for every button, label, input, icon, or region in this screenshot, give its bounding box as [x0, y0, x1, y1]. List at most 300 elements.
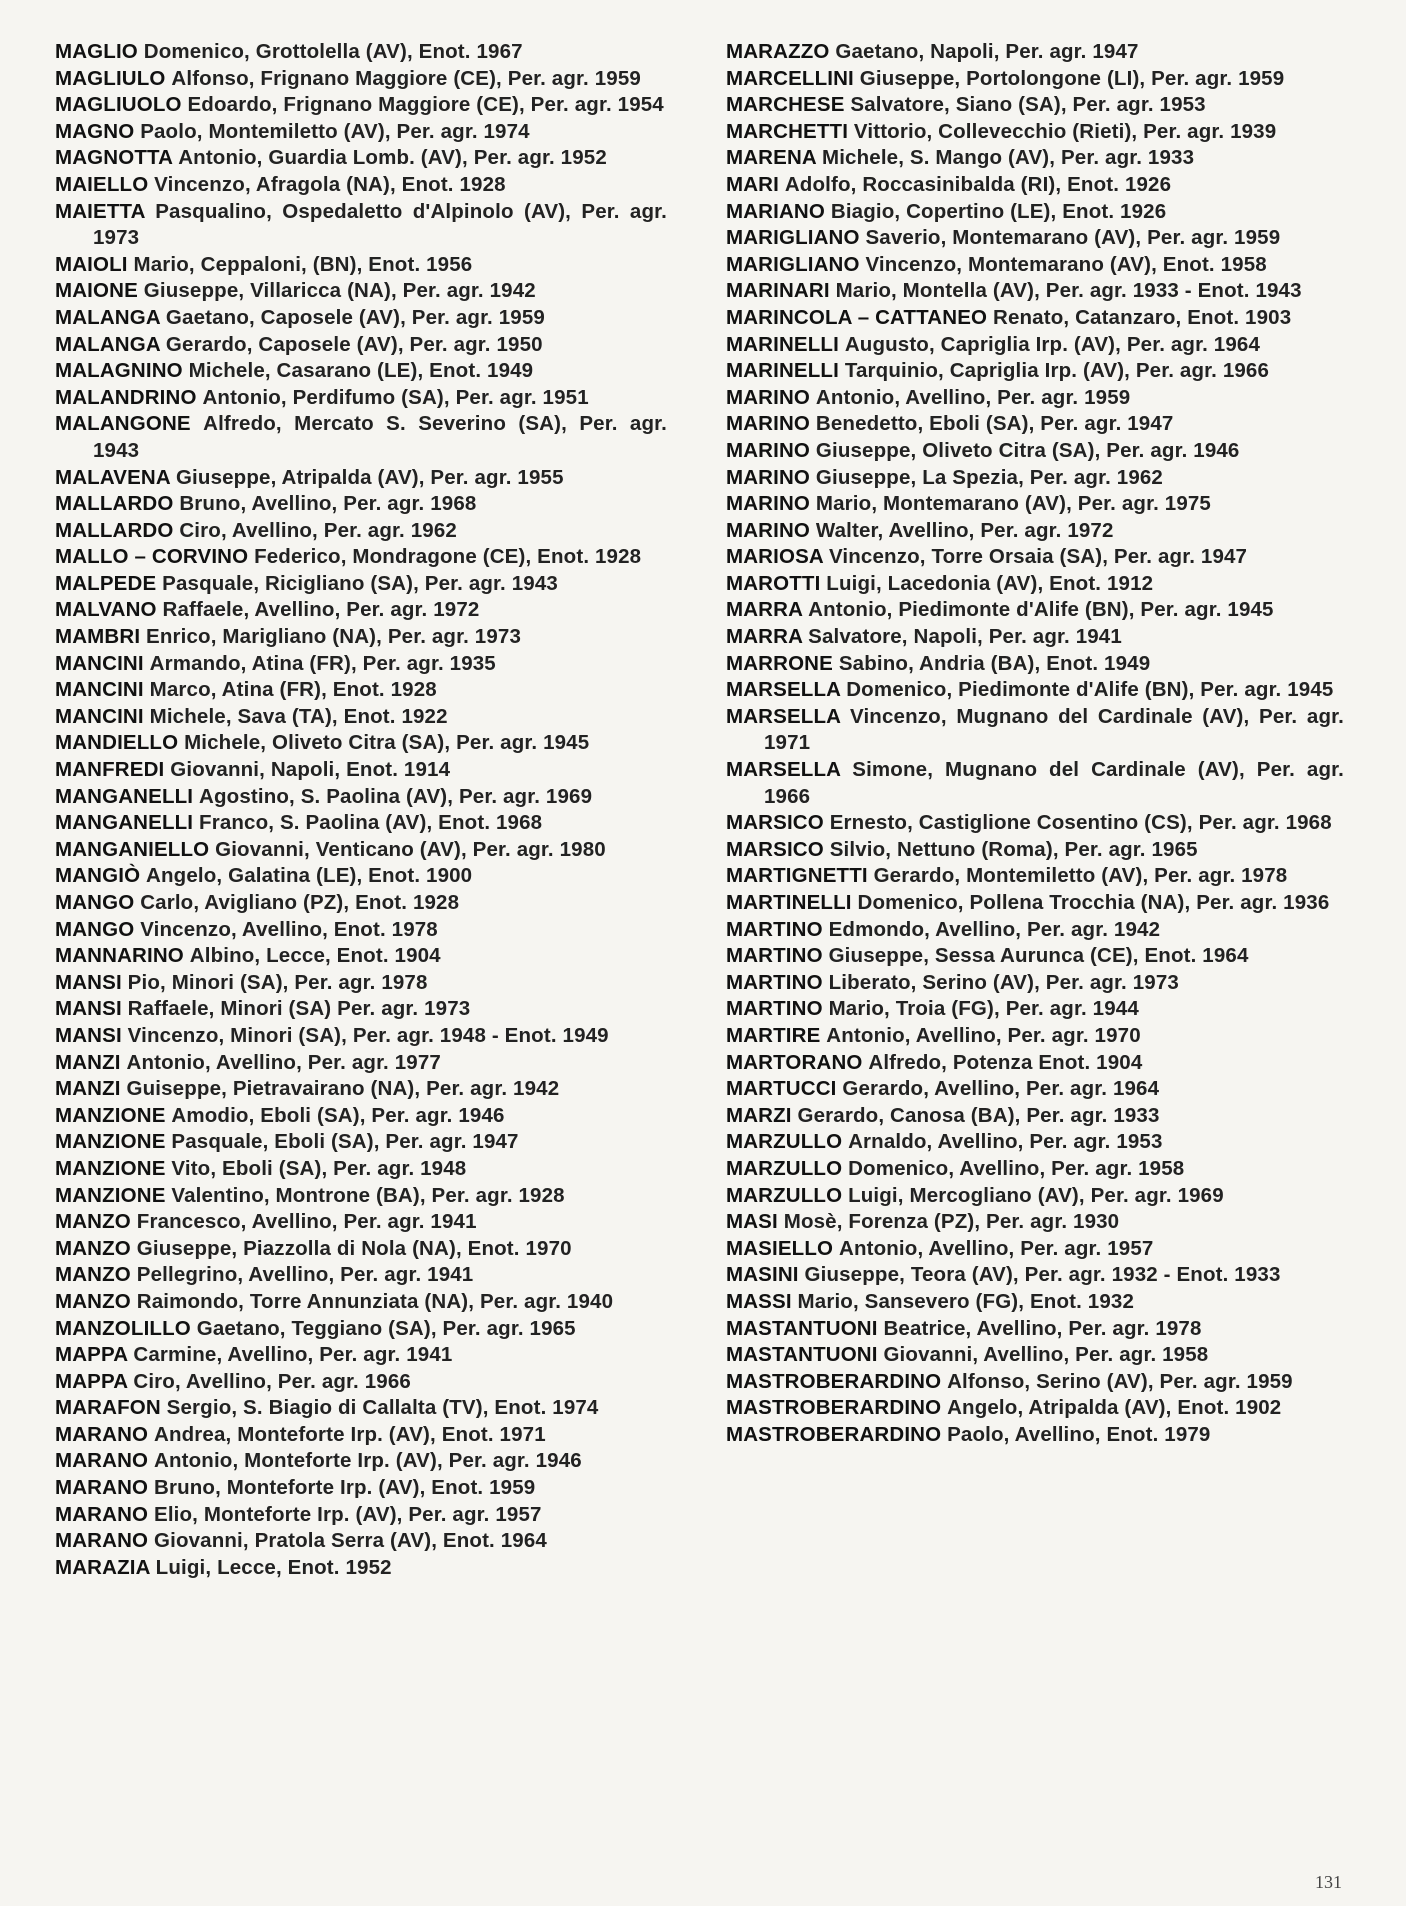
list-item: [55, 651, 667, 678]
entry-surname: MARRA: [726, 625, 803, 649]
list-item: [55, 1475, 667, 1502]
entry-surname: MANZIONE: [55, 1156, 166, 1180]
entry-surname: MAIELLO: [55, 172, 149, 196]
list-item: [726, 1422, 1344, 1449]
list-item: [55, 1103, 667, 1130]
list-item: [55, 970, 667, 997]
entry-surname: MANSI: [55, 997, 122, 1021]
entry-details: Angelo, Atripalda (AV), Enot. 1902: [947, 1396, 1282, 1420]
list-item: [726, 597, 1344, 624]
entry-surname: MAGLIULO: [55, 66, 166, 90]
entry-details: Alfonso, Frignano Maggiore (CE), Per. agr. 1959: [171, 66, 641, 90]
entry-details: Mario, Sansevero (FG), Enot. 1932: [797, 1289, 1135, 1313]
list-item: [726, 1183, 1344, 1210]
entry-details: Edoardo, Frignano Maggiore (CE), Per. agr. 1954: [187, 93, 664, 117]
list-item: [55, 677, 667, 704]
entry-details: Bruno, Monteforte Irp. (AV), Enot. 1959: [154, 1476, 536, 1500]
list-item: [55, 411, 667, 464]
list-item: [726, 651, 1344, 678]
list-item: [726, 1342, 1344, 1369]
entry-details: Giovanni, Venticano (AV), Per. agr. 1980: [215, 837, 606, 861]
entry-surname: MANGANELLI: [55, 784, 194, 808]
list-item: [726, 465, 1344, 492]
list-item: [726, 970, 1344, 997]
list-item: [726, 1129, 1344, 1156]
list-item: [55, 757, 667, 784]
list-item: [55, 1342, 667, 1369]
entry-surname: MARTIRE: [726, 1023, 821, 1047]
entry-surname: MARIGLIANO: [726, 252, 860, 276]
entry-surname: MARSICO: [726, 811, 824, 835]
entry-details: Enrico, Marigliano (NA), Per. agr. 1973: [146, 625, 522, 649]
entry-details: Vincenzo, Afragola (NA), Enot. 1928: [154, 172, 506, 196]
list-item: [726, 66, 1344, 93]
entry-details: Mario, Montella (AV), Per. agr. 1933 - Enot. 1943: [835, 279, 1302, 303]
entry-details: Biagio, Copertino (LE), Enot. 1926: [830, 199, 1167, 223]
list-item: [726, 332, 1344, 359]
entry-details: Sabino, Andria (BA), Enot. 1949: [838, 651, 1151, 675]
list-item: [726, 1209, 1344, 1236]
entry-details: Vito, Eboli (SA), Per. agr. 1948: [171, 1156, 467, 1180]
list-item: [726, 518, 1344, 545]
entry-surname: MARTUCCI: [726, 1077, 837, 1101]
entry-details: Antonio, Avellino, Per. agr. 1970: [826, 1023, 1141, 1047]
entry-details: Alfredo, Potenza Enot. 1904: [868, 1050, 1143, 1074]
list-item: [55, 1129, 667, 1156]
list-item: [55, 837, 667, 864]
list-item: [726, 704, 1344, 757]
list-item: [55, 890, 667, 917]
list-item: [55, 332, 667, 359]
entry-details: Francesco, Avellino, Per. agr. 1941: [136, 1210, 477, 1234]
entry-surname: MANZIONE: [55, 1103, 166, 1127]
entry-details: Mario, Montemarano (AV), Per. agr. 1975: [815, 492, 1211, 516]
entry-details: Luigi, Mercogliano (AV), Per. agr. 1969: [848, 1183, 1224, 1207]
entry-surname: MANFREDI: [55, 758, 165, 782]
entry-details: Pasquale, Ricigliano (SA), Per. agr. 1943: [162, 571, 558, 595]
list-item: [55, 1316, 667, 1343]
entry-details: Antonio, Avellino, Per. agr. 1977: [126, 1050, 441, 1074]
entry-details: Antonio, Perdifumo (SA), Per. agr. 1951: [202, 385, 589, 409]
entry-details: Mario, Troia (FG), Per. agr. 1944: [828, 997, 1139, 1021]
entry-surname: MASI: [726, 1210, 778, 1234]
entry-surname: MANGO: [55, 917, 135, 941]
list-item: [726, 491, 1344, 518]
list-item: [726, 172, 1344, 199]
list-item: [55, 571, 667, 598]
list-item: [726, 358, 1344, 385]
list-item: [726, 119, 1344, 146]
entry-surname: MANNARINO: [55, 944, 184, 968]
entry-surname: MANZIONE: [55, 1183, 166, 1207]
entry-details: Vittorio, Collevecchio (Rieti), Per. agr. 1939: [853, 119, 1277, 143]
entry-details: Paolo, Avellino, Enot. 1979: [947, 1422, 1211, 1446]
list-item: [726, 145, 1344, 172]
entry-details: Luigi, Lacedonia (AV), Enot. 1912: [826, 571, 1154, 595]
entry-details: Vincenzo, Torre Orsaia (SA), Per. agr. 1947: [828, 545, 1248, 569]
entry-surname: MASTROBERARDINO: [726, 1369, 942, 1393]
entry-surname: MARTINO: [726, 944, 823, 968]
entry-surname: MARINO: [726, 465, 811, 489]
entry-surname: MARINELLI: [726, 332, 839, 356]
entry-details: Luigi, Lecce, Enot. 1952: [155, 1555, 392, 1579]
entry-details: Vincenzo, Minori (SA), Per. agr. 1948 - Enot. 1949: [127, 1023, 609, 1047]
list-item: [55, 1236, 667, 1263]
list-item: [55, 145, 667, 172]
entry-details: Antonio, Avellino, Per. agr. 1957: [838, 1236, 1154, 1260]
entry-surname: MASTANTUONI: [726, 1343, 878, 1367]
list-item: [726, 757, 1344, 810]
entry-surname: MANZO: [55, 1263, 131, 1287]
list-item: [55, 1395, 667, 1422]
entry-surname: MARINO: [726, 412, 811, 436]
list-item: [55, 943, 667, 970]
entry-surname: MANGANELLI: [55, 811, 194, 835]
entry-details: Giovanni, Avellino, Per. agr. 1958: [883, 1343, 1209, 1367]
list-item: [55, 305, 667, 332]
entry-surname: MARAFON: [55, 1396, 161, 1420]
entry-details: Gaetano, Teggiano (SA), Per. agr. 1965: [196, 1316, 576, 1340]
entry-surname: MARCHESE: [726, 93, 845, 117]
entry-surname: MARSELLA: [726, 678, 841, 702]
entry-details: Marco, Atina (FR), Enot. 1928: [149, 678, 437, 702]
entry-surname: MARAZIA: [55, 1555, 150, 1579]
entry-surname: MASTROBERARDINO: [726, 1422, 942, 1446]
entry-surname: MARANO: [55, 1476, 149, 1500]
entry-surname: MARCHETTI: [726, 119, 849, 143]
entry-surname: MARRA: [726, 598, 803, 622]
entry-surname: MALANDRINO: [55, 385, 197, 409]
entry-details: Amodio, Eboli (SA), Per. agr. 1946: [171, 1103, 505, 1127]
entry-details: Gerardo, Caposele (AV), Per. agr. 1950: [165, 332, 543, 356]
left-column: [55, 39, 667, 1581]
entry-surname: MAROTTI: [726, 571, 821, 595]
entry-surname: MAIOLI: [55, 252, 128, 276]
entry-details: Giuseppe, Piazzolla di Nola (NA), Enot. 1970: [136, 1236, 572, 1260]
entry-details: Ciro, Avellino, Per. agr. 1962: [179, 518, 457, 542]
list-item: [726, 1050, 1344, 1077]
entry-surname: MALLARDO: [55, 492, 174, 516]
entry-surname: MAGLIUOLO: [55, 93, 182, 117]
entry-surname: MARZULLO: [726, 1156, 843, 1180]
entry-details: Giuseppe, Oliveto Citra (SA), Per. agr. 1946: [815, 438, 1240, 462]
entry-surname: MARINO: [726, 518, 811, 542]
entry-details: Alfonso, Serino (AV), Per. agr. 1959: [947, 1369, 1293, 1393]
entry-details: Domenico, Grottolella (AV), Enot. 1967: [143, 40, 523, 63]
entry-details: Giuseppe, Villaricca (NA), Per. agr. 1942: [143, 279, 536, 303]
entry-details: Pellegrino, Avellino, Per. agr. 1941: [136, 1263, 474, 1287]
entry-surname: MARIGLIANO: [726, 226, 860, 250]
list-item: [55, 1023, 667, 1050]
entry-details: Giuseppe, Sessa Aurunca (CE), Enot. 1964: [828, 944, 1249, 968]
entry-surname: MARINARI: [726, 279, 830, 303]
entry-details: Saverio, Montemarano (AV), Per. agr. 1959: [865, 226, 1281, 250]
entry-surname: MARZULLO: [726, 1183, 843, 1207]
entry-surname: MAGNOTTA: [55, 146, 173, 170]
entry-surname: MANCINI: [55, 651, 144, 675]
entry-details: Carlo, Avigliano (PZ), Enot. 1928: [140, 891, 460, 914]
entry-surname: MAMBRI: [55, 625, 141, 649]
entry-surname: MALANGA: [55, 332, 161, 356]
entry-details: Albino, Lecce, Enot. 1904: [189, 944, 441, 968]
entry-surname: MASTROBERARDINO: [726, 1396, 942, 1420]
entry-surname: MANZO: [55, 1236, 131, 1260]
entry-surname: MARIANO: [726, 199, 825, 223]
entry-surname: MALPEDE: [55, 571, 157, 595]
list-item: [55, 996, 667, 1023]
list-item: [55, 1050, 667, 1077]
entry-surname: MANZOLILLO: [55, 1316, 191, 1340]
entry-details: Vincenzo, Avellino, Enot. 1978: [140, 917, 438, 941]
list-item: [726, 810, 1344, 837]
entry-details: Giuseppe, La Spezia, Per. agr. 1962: [815, 465, 1163, 489]
entry-surname: MANZI: [55, 1077, 121, 1101]
entry-details: Gerardo, Montemiletto (AV), Per. agr. 1978: [873, 864, 1288, 888]
list-item: [726, 677, 1344, 704]
entry-details: Paolo, Montemiletto (AV), Per. agr. 1974: [140, 119, 530, 143]
entry-details: Domenico, Piedimonte d'Alife (BN), Per. agr. 1945: [846, 678, 1334, 702]
list-item: [55, 597, 667, 624]
list-item: [55, 784, 667, 811]
entry-surname: MANZI: [55, 1050, 121, 1074]
entry-details: Benedetto, Eboli (SA), Per. agr. 1947: [815, 412, 1174, 436]
entry-surname: MARINCOLA – CATTANEO: [726, 305, 988, 329]
entry-surname: MALVANO: [55, 598, 157, 622]
entry-surname: MARIOSA: [726, 545, 824, 569]
list-item: [55, 1555, 667, 1582]
list-item: [726, 1316, 1344, 1343]
list-item: [55, 1209, 667, 1236]
entry-details: Tarquinio, Capriglia Irp. (AV), Per. agr. 1966: [844, 359, 1270, 383]
list-item: [726, 199, 1344, 226]
list-item: [726, 252, 1344, 279]
entry-details: Agostino, S. Paolina (AV), Per. agr. 1969: [199, 784, 593, 808]
entry-surname: MANZIONE: [55, 1130, 166, 1154]
list-item: [55, 252, 667, 279]
list-item: [55, 624, 667, 651]
entry-details: Giovanni, Pratola Serra (AV), Enot. 1964: [154, 1529, 547, 1553]
list-item: [55, 491, 667, 518]
entry-surname: MALANGONE: [55, 412, 191, 436]
list-item: [55, 172, 667, 199]
entry-surname: MANSI: [55, 1023, 122, 1047]
entry-surname: MARAZZO: [726, 40, 830, 63]
entry-surname: MASSI: [726, 1289, 792, 1313]
entry-surname: MARINELLI: [726, 359, 839, 383]
entry-surname: MANGIÒ: [55, 864, 141, 888]
entry-details: Simone, Mugnano del Cardinale (AV), Per. agr. 1966: [764, 758, 1344, 808]
entry-details: Mosè, Forenza (PZ), Per. agr. 1930: [783, 1210, 1120, 1234]
entry-details: Michele, Casarano (LE), Enot. 1949: [188, 359, 534, 383]
entry-surname: MARENA: [726, 146, 817, 170]
list-item: [55, 810, 667, 837]
list-item: [726, 411, 1344, 438]
list-item: [55, 1076, 667, 1103]
entry-surname: MARRONE: [726, 651, 833, 675]
list-item: [55, 1448, 667, 1475]
list-item: [55, 1289, 667, 1316]
entry-details: Salvatore, Siano (SA), Per. agr. 1953: [850, 93, 1206, 117]
entry-details: Giuseppe, Atripalda (AV), Per. agr. 1955: [175, 465, 564, 489]
list-item: [726, 1289, 1344, 1316]
entry-surname: MARTINO: [726, 970, 823, 994]
entry-surname: MARZULLO: [726, 1130, 843, 1154]
list-item: [55, 704, 667, 731]
entry-details: Domenico, Avellino, Per. agr. 1958: [848, 1156, 1185, 1180]
entry-details: Domenico, Pollena Trocchia (NA), Per. agr. 1936: [857, 891, 1330, 914]
entry-details: Armando, Atina (FR), Per. agr. 1935: [149, 651, 496, 675]
list-item: [726, 837, 1344, 864]
entry-surname: MASIELLO: [726, 1236, 834, 1260]
entry-details: Michele, S. Mango (AV), Per. agr. 1933: [821, 146, 1195, 170]
entry-surname: MARSELLA: [726, 758, 841, 782]
list-item: [55, 66, 667, 93]
entry-details: Edmondo, Avellino, Per. agr. 1942: [828, 917, 1161, 941]
entry-surname: MARINO: [726, 492, 811, 516]
entry-surname: MARANO: [55, 1529, 149, 1553]
list-item: [726, 1395, 1344, 1422]
entry-details: Antonio, Guardia Lomb. (AV), Per. agr. 1952: [178, 146, 607, 170]
list-item: [55, 1528, 667, 1555]
entry-details: Gerardo, Canosa (BA), Per. agr. 1933: [797, 1103, 1160, 1127]
list-item: [55, 1183, 667, 1210]
list-item: [726, 624, 1344, 651]
entry-details: Raimondo, Torre Annunziata (NA), Per. agr. 1940: [136, 1289, 614, 1313]
list-item: [726, 917, 1344, 944]
entry-details: Vincenzo, Montemarano (AV), Enot. 1958: [865, 252, 1267, 276]
entry-surname: MARTINO: [726, 997, 823, 1021]
list-item: [55, 358, 667, 385]
list-item: [726, 890, 1344, 917]
entry-surname: MAPPA: [55, 1343, 128, 1367]
entry-details: Ernesto, Castiglione Cosentino (CS), Per. agr. 1968: [829, 811, 1332, 835]
entry-details: Pasqualino, Ospedaletto d'Alpinolo (AV), Per. agr. 1973: [93, 199, 667, 250]
entry-details: Ciro, Avellino, Per. agr. 1966: [133, 1369, 411, 1393]
entry-surname: MANCINI: [55, 704, 144, 728]
list-item: [726, 571, 1344, 598]
list-item: [726, 1262, 1344, 1289]
entry-details: Giuseppe, Teora (AV), Per. agr. 1932 - Enot. 1933: [804, 1263, 1281, 1287]
entry-details: Valentino, Montrone (BA), Per. agr. 1928: [171, 1183, 565, 1207]
entry-details: Raffaele, Minori (SA) Per. agr. 1973: [127, 997, 471, 1021]
entry-details: Gaetano, Napoli, Per. agr. 1947: [835, 40, 1139, 63]
list-item: [55, 1262, 667, 1289]
entry-details: Mario, Ceppaloni, (BN), Enot. 1956: [133, 252, 473, 276]
entry-details: Arnaldo, Avellino, Per. agr. 1953: [848, 1130, 1163, 1154]
entry-surname: MARTINO: [726, 917, 823, 941]
list-item: [726, 1103, 1344, 1130]
entry-surname: MARSELLA: [726, 704, 841, 728]
entry-details: Giovanni, Napoli, Enot. 1914: [170, 758, 451, 782]
entry-details: Pasquale, Eboli (SA), Per. agr. 1947: [171, 1130, 519, 1154]
entry-details: Alfredo, Mercato S. Severino (SA), Per. agr. 1943: [93, 412, 667, 462]
entry-surname: MARINO: [726, 385, 811, 409]
entry-surname: MALLARDO: [55, 518, 174, 542]
entry-details: Sergio, S. Biagio di Callalta (TV), Enot. 1974: [166, 1396, 599, 1420]
entry-details: Giuseppe, Portolongone (LI), Per. agr. 1959: [859, 66, 1285, 90]
entry-details: Liberato, Serino (AV), Per. agr. 1973: [828, 970, 1179, 994]
list-item: [55, 92, 667, 119]
entry-details: Beatrice, Avellino, Per. agr. 1978: [883, 1316, 1202, 1340]
list-item: [55, 199, 667, 252]
list-item: [55, 39, 667, 66]
entry-details: Elio, Monteforte Irp. (AV), Per. agr. 1957: [154, 1502, 542, 1526]
list-item: [55, 1502, 667, 1529]
entry-details: Franco, S. Paolina (AV), Enot. 1968: [199, 811, 543, 835]
list-item: [726, 1076, 1344, 1103]
entry-surname: MASTANTUONI: [726, 1316, 878, 1340]
list-item: [55, 917, 667, 944]
list-item: [726, 438, 1344, 465]
entry-details: Bruno, Avellino, Per. agr. 1968: [179, 492, 477, 516]
entry-details: Angelo, Galatina (LE), Enot. 1900: [146, 864, 473, 888]
entry-details: Pio, Minori (SA), Per. agr. 1978: [127, 970, 428, 994]
entry-surname: MAGNO: [55, 119, 135, 143]
list-item: [726, 1023, 1344, 1050]
entry-surname: MARANO: [55, 1449, 149, 1473]
entry-surname: MARINO: [726, 438, 811, 462]
entry-details: Walter, Avellino, Per. agr. 1972: [815, 518, 1114, 542]
entry-surname: MAGLIO: [55, 40, 138, 63]
list-item: [726, 225, 1344, 252]
list-item: [726, 863, 1344, 890]
list-item: [726, 305, 1344, 332]
page-number: 131: [1315, 1872, 1342, 1892]
entry-details: Augusto, Capriglia Irp. (AV), Per. agr. 1964: [844, 332, 1261, 356]
entry-surname: MANDIELLO: [55, 731, 179, 755]
entry-details: Raffaele, Avellino, Per. agr. 1972: [162, 598, 480, 622]
list-item: [726, 1369, 1344, 1396]
list-item: [55, 518, 667, 545]
list-item: [55, 385, 667, 412]
list-item: [55, 1369, 667, 1396]
entry-surname: MALANGA: [55, 305, 161, 329]
list-item: [55, 1156, 667, 1183]
entry-details: Renato, Catanzaro, Enot. 1903: [993, 305, 1292, 329]
entry-surname: MAPPA: [55, 1369, 128, 1393]
entry-surname: MANZO: [55, 1210, 131, 1234]
entry-details: Gaetano, Caposele (AV), Per. agr. 1959: [165, 305, 545, 329]
entry-surname: MARSICO: [726, 837, 824, 861]
entry-details: Federico, Mondragone (CE), Enot. 1928: [254, 545, 642, 569]
entry-surname: MASINI: [726, 1263, 799, 1287]
list-item: [726, 385, 1344, 412]
list-item: [55, 465, 667, 492]
entry-surname: MARANO: [55, 1502, 149, 1526]
entry-details: Gerardo, Avellino, Per. agr. 1964: [842, 1077, 1160, 1101]
entry-surname: MALLO – CORVINO: [55, 545, 249, 569]
list-item: [55, 730, 667, 757]
entry-surname: MANSI: [55, 970, 122, 994]
entry-details: Adolfo, Roccasinibalda (RI), Enot. 1926: [784, 172, 1172, 196]
list-item: [726, 278, 1344, 305]
entry-surname: MANGO: [55, 891, 135, 914]
list-item: [726, 92, 1344, 119]
entry-details: Andrea, Monteforte Irp. (AV), Enot. 1971: [154, 1422, 546, 1446]
entry-surname: MARTIGNETTI: [726, 864, 868, 888]
list-item: [55, 544, 667, 571]
entry-details: Salvatore, Napoli, Per. agr. 1941: [808, 625, 1122, 649]
entry-surname: MANCINI: [55, 678, 144, 702]
entry-details: Antonio, Piedimonte d'Alife (BN), Per. agr. 1945: [808, 598, 1274, 622]
entry-details: Guiseppe, Pietravairano (NA), Per. agr. 1942: [126, 1077, 560, 1101]
entry-surname: MALAVENA: [55, 465, 171, 489]
list-item: [55, 278, 667, 305]
entry-details: Vincenzo, Mugnano del Cardinale (AV), Per. agr. 1971: [764, 704, 1344, 755]
entry-details: Carmine, Avellino, Per. agr. 1941: [133, 1343, 453, 1367]
list-item: [726, 1156, 1344, 1183]
list-item: [726, 39, 1344, 66]
